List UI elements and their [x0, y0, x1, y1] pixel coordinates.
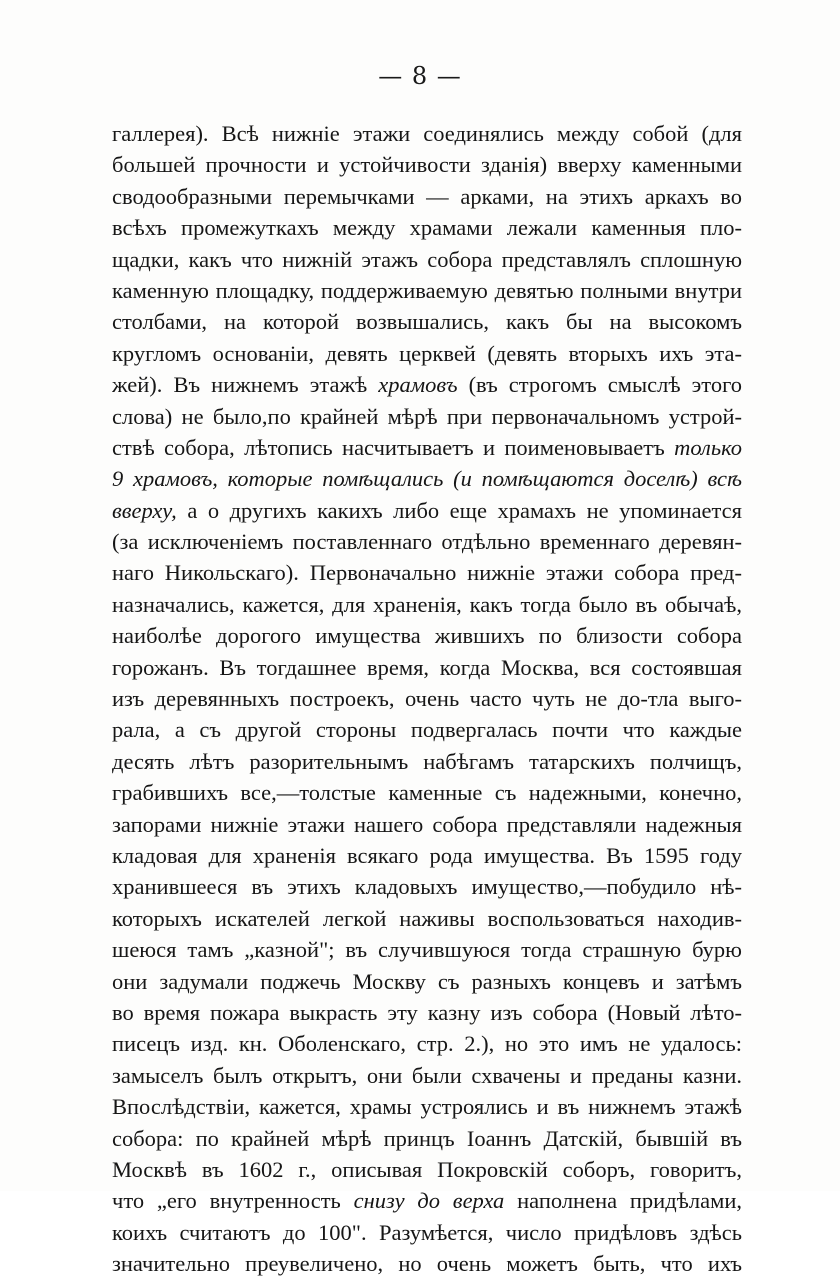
text-line: сводообразными перемычками — арками, на этихъ аркахъ во	[112, 183, 742, 209]
text-line: во время пожара выкрасть эту казну изъ собора (Новый лѣто-	[112, 999, 742, 1025]
text-line: десять лѣтъ разорительнымъ набѣгамъ татарскихъ полчищъ,	[112, 748, 742, 774]
text-line: кладовая для храненія всякаго рода имущества. Въ 1595 году	[112, 842, 742, 868]
text-line: слова) не было,по крайней мѣрѣ при первоначальномъ устрой-	[112, 403, 742, 429]
italic-fragment: только	[674, 434, 742, 460]
body-text	[112, 118, 742, 1279]
text-fragment: жей). Въ нижнемъ этажѣ	[112, 372, 379, 398]
text-line: значительно преувеличено, но очень можетъ быть, что ихъ	[112, 1251, 742, 1277]
text-line: наго Никольскаго). Первоначально нижніе этажи собора пред-	[112, 560, 742, 586]
text-line: каменную площадку, поддерживаемую девятью полными внутри	[112, 277, 742, 303]
text-line: горожанъ. Въ тогдашнее время, когда Москва, вся состоявшая	[112, 654, 742, 680]
text-fragment: наполнена придѣлами,	[504, 1188, 742, 1214]
italic-fragment: вверху,	[112, 497, 177, 523]
text-line: (за исключеніемъ поставленнаго отдѣльно временнаго деревян-	[112, 529, 742, 555]
text-line: Впослѣдствіи, кажется, храмы устроялись и въ нижнемъ этажѣ	[112, 1094, 742, 1120]
text-line: изъ деревянныхъ построекъ, очень часто чуть не до-тла выго-	[112, 686, 742, 712]
text-line: они задумали поджечь Москву съ разныхъ концевъ и затѣмъ	[112, 968, 742, 994]
text-line: писецъ изд. кн. Оболенскаго, стр. 2.), но это имъ не удалось:	[112, 1031, 742, 1057]
text-line: которыхъ искателей легкой наживы воспользоваться находив-	[112, 905, 742, 931]
text-line	[112, 1185, 742, 1216]
text-line: коихъ считаютъ до 100". Разумѣется, число придѣловъ здѣсь	[112, 1219, 742, 1245]
text-line: назначались, кажется, для храненія, какъ тогда было въ обычаѣ,	[112, 591, 742, 617]
text-line: грабившихъ все,—толстые каменные съ надежными, конечно,	[112, 780, 742, 806]
text-fragment: (въ строгомъ смыслѣ этого	[457, 372, 742, 398]
text-line: собора: по крайней мѣрѣ принцъ Іоаннъ Датскій, бывшій въ	[112, 1125, 742, 1151]
text-line: хранившееся въ этихъ кладовыхъ имущество,—побудило нѣ-	[112, 874, 742, 900]
text-line: замыселъ былъ открытъ, они были схвачены и преданы казни.	[112, 1062, 742, 1088]
text-line: Москвѣ въ 1602 г., описывая Покровскій соборъ, говоритъ,	[112, 1156, 742, 1182]
text-line: галлерея). Всѣ нижніе этажи соединялись между собой (для	[112, 121, 742, 146]
text-line: всѣхъ промежуткахъ между храмами лежали каменныя пло-	[112, 215, 742, 241]
text-line	[112, 495, 742, 526]
text-line: рала, а съ другой стороны подвергалась почти что каждые	[112, 717, 742, 743]
text-line	[112, 463, 742, 494]
text-line: запорами нижніе этажи нашего собора представляли надежныя	[112, 811, 742, 837]
text-line: наиболѣе дорогого имущества жившихъ по близости собора	[112, 623, 742, 649]
text-line: кругломъ основаніи, девять церквей (девять вторыхъ ихъ эта-	[112, 340, 742, 366]
text-fragment: что „его внутренность	[112, 1188, 354, 1214]
italic-fragment: снизу до верха	[353, 1188, 505, 1214]
text-line: столбами, на которой возвышались, какъ бы на высокомъ	[112, 309, 742, 335]
text-line: щадки, какъ что нижній этажъ собора представлялъ сплошную	[112, 246, 742, 272]
text-fragment: ствѣ собора, лѣтопись насчитываетъ и поименовываетъ	[112, 434, 675, 460]
text-line	[112, 369, 742, 400]
text-line: шеюся тамъ „казной"; въ случившуюся тогда страшную бурю	[112, 937, 742, 963]
italic-fragment: храмовъ	[378, 372, 458, 398]
italic-fragment: 9 храмовъ, которые помѣщались (и помѣщаются доселѣ) всѣ	[112, 466, 742, 492]
text-line: большей прочности и устойчивости зданія) вверху каменными	[112, 152, 742, 178]
text-fragment: а о другихъ какихъ либо еще храмахъ не упоминается	[176, 497, 742, 523]
page-number: — 8 —	[378, 62, 462, 90]
text-line	[112, 432, 742, 463]
